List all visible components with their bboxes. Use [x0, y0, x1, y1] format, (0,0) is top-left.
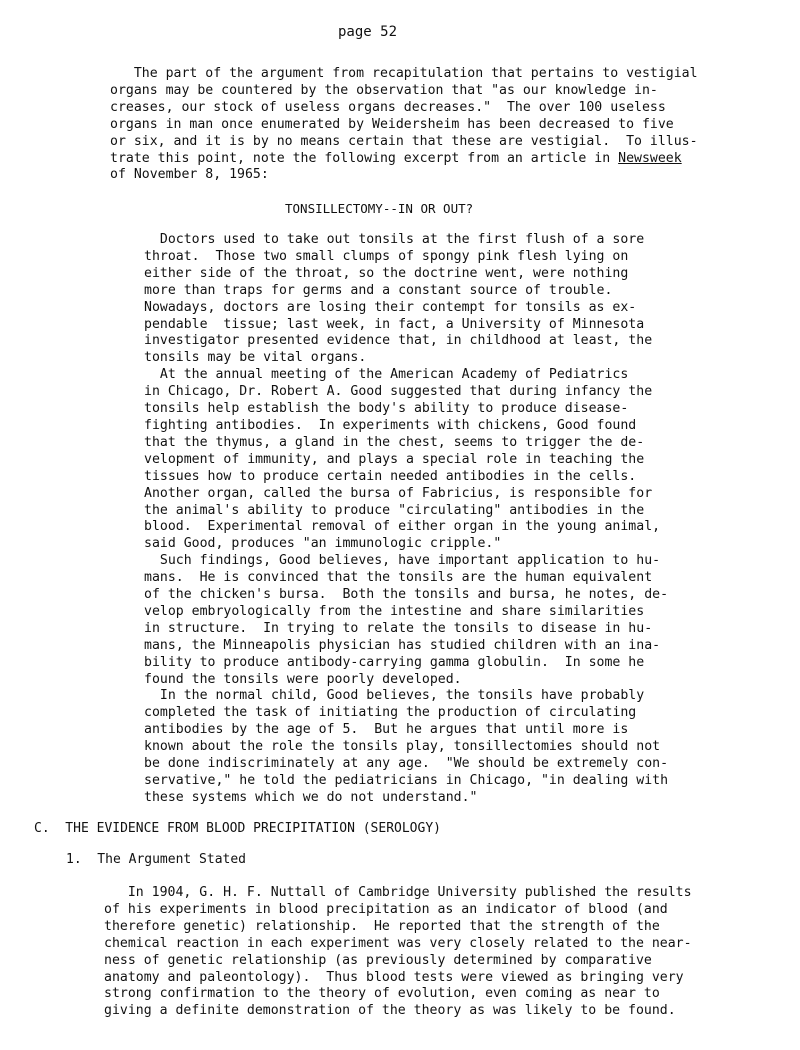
article-line: either side of the throat, so the doctrine went, were nothing: [144, 265, 629, 281]
section-heading-c: C. THE EVIDENCE FROM BLOOD PRECIPITATION (SEROLOGY): [34, 821, 441, 836]
article-line: known about the role the tonsils play, tonsillectomies should not: [144, 739, 661, 755]
intro-line: of November 8, 1965:: [110, 167, 269, 183]
article-line: tonsils help establish the body's ability to produce disease-: [144, 401, 629, 417]
article-line: servative," he told the pediatricians in Chicago, "in dealing with: [144, 773, 669, 788]
publication-name: Newsweek: [618, 150, 682, 166]
article-line: Another organ, called the bursa of Fabricius, is responsible for: [144, 485, 653, 501]
article-line: tonsils may be vital organs.: [144, 350, 367, 366]
final-line: In 1904, G. H. F. Nuttall of Cambridge University published the results: [104, 885, 692, 900]
article-line: completed the task of initiating the production of circulating: [144, 705, 637, 721]
article-line: mans. He is convinced that the tonsils are the human equivalent: [144, 570, 653, 586]
article-line: bility to produce antibody-carrying gamma globulin. In some he: [144, 654, 645, 670]
article-line: In the normal child, Good believes, the tonsils have probably: [144, 688, 645, 704]
final-line: ness of genetic relationship (as previously determined by comparative: [104, 952, 652, 968]
article-line: these systems which we do not understand.": [144, 789, 478, 805]
article-line: Such findings, Good believes, have important application to hu-: [144, 553, 661, 569]
article-line: of the chicken's bursa. Both the tonsils and bursa, he notes, de-: [144, 587, 669, 603]
page-number: page 52: [338, 24, 398, 40]
intro-line: organs in man once enumerated by Weidersheim has been decreased to five: [110, 116, 674, 132]
article-line: tissues how to produce certain needed antibodies in the cells.: [144, 468, 637, 484]
article-line: antibodies by the age of 5. But he argues that until more is: [144, 722, 629, 738]
article-line: throat. Those two small clumps of spongy pink flesh lying on: [144, 248, 629, 264]
article-line: Nowadays, doctors are losing their contempt for tonsils as ex-: [144, 299, 637, 315]
intro-line: or six, and it is by no means certain that these are vestigial. To illus-: [110, 133, 698, 149]
article-line: in Chicago, Dr. Robert A. Good suggested that during infancy the: [144, 384, 653, 400]
article-line: Doctors used to take out tonsils at the first flush of a sore: [144, 232, 645, 247]
final-line: chemical reaction in each experiment was very closely related to the near-: [104, 935, 692, 951]
article-line: fighting antibodies. In experiments with chickens, Good found: [144, 417, 637, 433]
article-excerpt: [144, 232, 744, 807]
article-line: more than traps for germs and a constant source of trouble.: [144, 282, 613, 298]
article-line: said Good, produces "an immunologic cripple.": [144, 536, 502, 552]
subsection-heading-1: 1. The Argument Stated: [66, 852, 247, 867]
article-line: that the thymus, a gland in the chest, seems to trigger the de-: [144, 434, 645, 450]
article-line: velopment of immunity, and plays a special role in teaching the: [144, 451, 645, 467]
article-line: the animal's ability to produce "circulating" antibodies in the: [144, 502, 645, 518]
intro-line: The part of the argument from recapitulation that pertains to vestigial: [110, 66, 698, 81]
article-line: found the tonsils were poorly developed.: [144, 671, 462, 687]
final-line: strong confirmation to the theory of evolution, even coming as near to: [104, 986, 660, 1002]
article-line: in structure. In trying to relate the tonsils to disease in hu-: [144, 620, 653, 636]
final-line: therefore genetic) relationship. He reported that the strength of the: [104, 918, 660, 934]
article-line: blood. Experimental removal of either organ in the young animal,: [144, 519, 661, 535]
final-line: anatomy and paleontology). Thus blood tests were viewed as bringing very: [104, 969, 684, 985]
article-line: be done indiscriminately at any age. "We should be extremely con-: [144, 756, 669, 772]
intro-paragraph: [110, 66, 750, 184]
intro-line: trate this point, note the following excerpt from an article in: [110, 150, 619, 166]
article-line: pendable tissue; last week, in fact, a University of Minnesota: [144, 316, 645, 332]
article-title: TONSILLECTOMY--IN OR OUT?: [285, 201, 474, 216]
intro-line: organs may be countered by the observation that "as our knowledge in-: [110, 82, 658, 98]
article-line: mans, the Minneapolis physician has studied children with an ina-: [144, 637, 661, 653]
final-line: giving a definite demonstration of the theory as was likely to be found.: [104, 1003, 676, 1019]
article-line: At the annual meeting of the American Academy of Pediatrics: [144, 367, 629, 383]
final-line: of his experiments in blood precipitation as an indicator of blood (and: [104, 901, 668, 917]
article-line: investigator presented evidence that, in childhood at least, the: [144, 333, 653, 349]
article-line: velop embryologically from the intestine and share similarities: [144, 603, 645, 619]
final-paragraph: [104, 885, 764, 1020]
intro-line: creases, our stock of useless organs decreases." The over 100 useless: [110, 99, 666, 115]
